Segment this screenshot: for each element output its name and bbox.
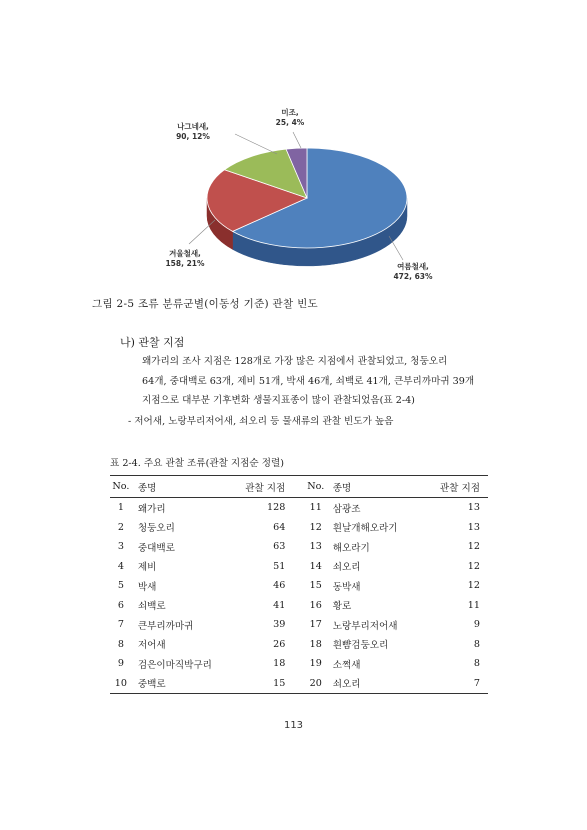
row-no: 9 <box>117 658 124 670</box>
row-species: 황로 <box>332 601 352 613</box>
row-count: 13 <box>467 521 480 533</box>
row-species: 중대백로 <box>137 542 175 554</box>
row-count: 46 <box>273 580 286 592</box>
row-species: 노랑부리저어새 <box>332 620 398 632</box>
species-table <box>110 475 488 694</box>
table-header-row <box>110 476 488 498</box>
header-species: 종명 <box>332 482 352 494</box>
row-count: 12 <box>467 580 480 592</box>
pie-label-passage: 나그네새, 90, 12% <box>176 122 210 141</box>
row-species: 박새 <box>137 581 157 593</box>
header-count: 관찰 지점 <box>439 482 480 494</box>
paragraph-line: 64개, 중대백로 63개, 제비 51개, 박새 46개, 쇠백로 41개, 큰부리까마귀 39개 <box>142 375 475 387</box>
row-count: 41 <box>273 599 286 611</box>
row-species: 흰날개해오라기 <box>332 523 398 535</box>
row-count: 18 <box>273 658 286 670</box>
pie-leader-1 <box>189 220 215 244</box>
row-no: 7 <box>117 619 124 631</box>
table-row <box>110 557 488 577</box>
row-species: 쇠오리 <box>332 562 361 574</box>
row-no: 11 <box>309 502 322 514</box>
row-no: 8 <box>117 638 124 650</box>
row-no: 2 <box>117 521 124 533</box>
row-count: 7 <box>473 677 480 689</box>
header-no: No. <box>307 481 325 492</box>
row-count: 128 <box>267 502 286 514</box>
row-no: 5 <box>117 580 124 592</box>
row-count: 8 <box>473 638 480 650</box>
row-species: 삼광조 <box>332 503 361 515</box>
row-no: 15 <box>309 580 322 592</box>
row-species: 검은이마직박구리 <box>137 659 212 671</box>
page-number: 113 <box>283 720 304 731</box>
row-count: 63 <box>273 541 286 553</box>
row-count: 26 <box>273 638 286 650</box>
pie-leader-2 <box>235 134 277 154</box>
row-no: 20 <box>309 677 322 689</box>
row-no: 1 <box>117 502 124 514</box>
row-no: 12 <box>309 521 322 533</box>
row-species: 해오라기 <box>332 542 370 554</box>
row-species: 동박새 <box>332 581 361 593</box>
table-row <box>110 518 488 538</box>
paragraph <box>142 352 487 411</box>
row-count: 64 <box>273 521 286 533</box>
row-count: 12 <box>467 541 480 553</box>
row-count: 11 <box>467 599 480 611</box>
pie-label-summer: 여름철새, 472, 63% <box>393 262 433 281</box>
pie-chart <box>0 0 587 300</box>
row-count: 12 <box>467 560 480 572</box>
row-no: 19 <box>309 658 322 670</box>
paragraph-line: 지점으로 대부분 기후변화 생물지표종이 많이 관찰되었음(표 2-4) <box>142 395 415 406</box>
header-species: 종명 <box>137 482 157 494</box>
pie-label-vagrant: 미조, 25, 4% <box>275 108 305 127</box>
row-species: 쇠오리 <box>332 679 361 691</box>
row-no: 18 <box>309 638 322 650</box>
row-species: 중백로 <box>137 679 166 691</box>
pie-leader-0 <box>389 236 403 260</box>
pie-label-winter: 겨울철새, 158, 21% <box>165 249 205 268</box>
row-no: 6 <box>117 599 124 611</box>
figure-caption: 그림 2-5 조류 분류군별(이동성 기준) 관찰 빈도 <box>92 298 318 310</box>
row-species: 왜가리 <box>137 503 166 515</box>
pie-leader-3 <box>293 132 301 148</box>
row-no: 10 <box>114 677 128 689</box>
row-no: 3 <box>117 541 124 553</box>
table-row <box>110 615 488 635</box>
row-no: 13 <box>309 541 322 553</box>
row-count: 51 <box>273 560 286 572</box>
table-row <box>110 674 488 694</box>
row-count: 13 <box>467 502 480 514</box>
row-no: 16 <box>309 599 322 611</box>
row-no: 17 <box>309 619 322 631</box>
bullet-note: - 저어새, 노랑부리저어새, 쇠오리 등 물새류의 관찰 빈도가 높음 <box>128 416 394 427</box>
row-count: 15 <box>273 677 286 689</box>
header-no: No. <box>112 481 130 492</box>
paragraph-line: 왜가리의 조사 지점은 128개로 가장 많은 지점에서 관찰되었고, 청둥오리 <box>142 356 448 367</box>
row-no: 4 <box>117 560 124 572</box>
table-row <box>110 537 488 557</box>
row-species: 큰부리까마귀 <box>137 620 194 632</box>
table-row <box>110 596 488 616</box>
row-species: 저어새 <box>137 640 166 652</box>
section-heading: 나) 관찰 지점 <box>120 336 185 349</box>
table-row <box>110 498 488 518</box>
table-caption: 표 2-4. 주요 관찰 조류(관찰 지점순 정렬) <box>110 458 285 469</box>
row-species: 소쩍새 <box>332 659 361 671</box>
table-row <box>110 576 488 596</box>
table-row <box>110 654 488 674</box>
header-count: 관찰 지점 <box>245 482 286 494</box>
row-count: 9 <box>473 619 480 631</box>
table-row <box>110 635 488 655</box>
row-count: 8 <box>473 658 480 670</box>
row-species: 청둥오리 <box>137 523 175 535</box>
row-count: 39 <box>273 619 286 631</box>
row-no: 14 <box>309 560 322 572</box>
row-species: 제비 <box>137 562 157 574</box>
row-species: 쇠백로 <box>137 601 166 613</box>
row-species: 흰뺨검둥오리 <box>332 640 389 652</box>
